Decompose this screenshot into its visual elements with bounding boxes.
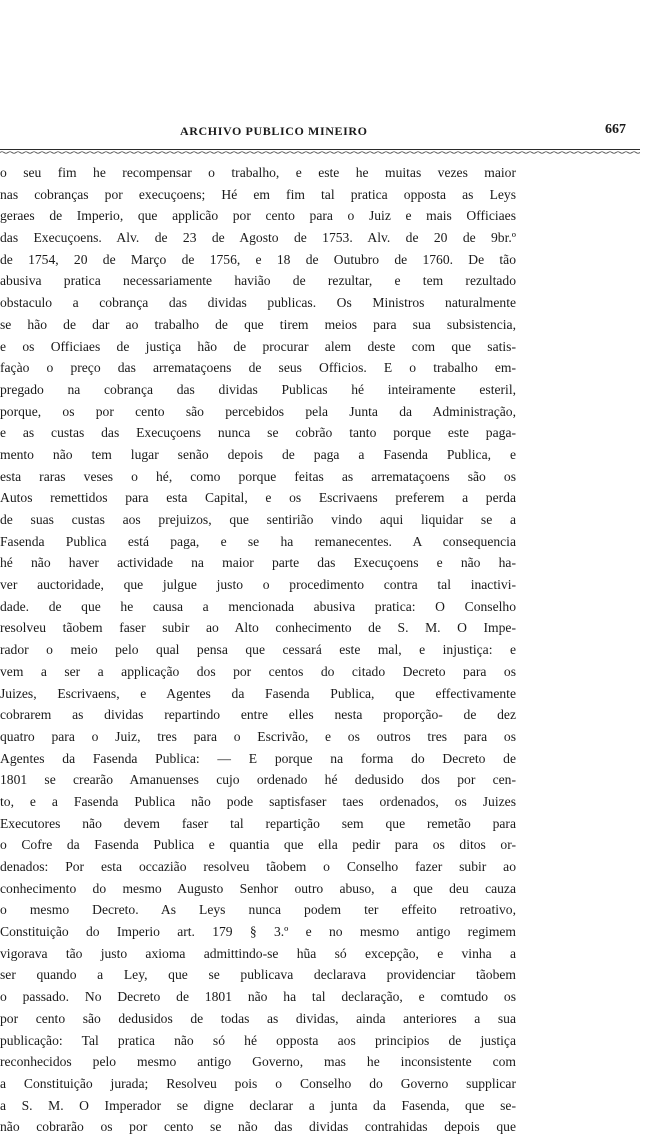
text-line: porque, os por cento são percebidos pela Junta da Administração,	[0, 403, 516, 419]
text-line: Executores não devem faser tal repartição sem que remetão para	[0, 815, 516, 831]
text-line: por cento são dedusidos de todas as dividas, ainda anteriores a sua	[0, 1010, 516, 1026]
text-line: quatro para o Juiz, tres para o Escrivão, e os outros tres para os	[0, 728, 516, 744]
text-line: obstaculo a cobrança das dividas publicas. Os Ministros naturalmente	[0, 295, 516, 311]
text-line: esta raras veses o hé, como porque feitas as arremataçoens são os	[0, 468, 516, 484]
text-line: não cobrarão os por cento se não das dividas contrahidas depois que	[0, 1119, 516, 1135]
text-line: rador o meio pelo qual pensa que cessará este mal, e injustiça: e	[0, 642, 516, 658]
text-line: to, e a Fasenda Publica não pode saptisfaser taes ordenados, os Juizes	[0, 793, 516, 809]
text-line: ser quando a Ley, que se publicava declarava providenciar tãobem	[0, 967, 516, 983]
text-line: reconhecidos pelo mesmo antigo Governo, mas he inconsistente com	[0, 1054, 516, 1070]
text-line: geraes de Imperio, que applicão por cento para o Juiz e mais Officiaes	[0, 208, 516, 224]
header-rule-ornament	[0, 151, 640, 154]
text-line: cobrarem as dividas repartindo entre elles nesta proporção- de dez	[0, 707, 516, 723]
text-line: o seu fim he recompensar o trabalho, e este he muitas vezes maior	[0, 165, 516, 180]
text-line: de suas custas aos prejuizos, que sentirião vindo aqui liquidar se a	[0, 512, 516, 527]
text-line: publicação: Tal pratica não só hé opposta aos principios de justiça	[0, 1032, 516, 1048]
text-line: denados: Por esta occazião resolveu tãobem o Conselho fazer subir ao	[0, 859, 516, 874]
text-line: a S. M. O Imperador se digne declarar a junta da Fasenda, que se-	[0, 1097, 516, 1113]
text-line: o Cofre da Fasenda Publica e quantia que ella pedir para os ditos or-	[0, 837, 516, 853]
text-line: hé não haver actividade na maior parte das Execuçoens e não ha-	[0, 555, 516, 571]
text-line: o mesmo Decreto. As Leys nunca podem ter effeito retroativo,	[0, 902, 516, 918]
text-line: e os Officiaes de justiça hão de procurar alem deste com que satis-	[0, 338, 516, 354]
text-line: Agentes da Fasenda Publica: — E porque na forma do Decreto de	[0, 750, 516, 766]
text-line: abusiva pratica necessariamente havião de rezultar, e tem rezultado	[0, 273, 516, 289]
text-line: de 1754, 20 de Março de 1756, e 18 de Outubro de 1760. De tão	[0, 251, 516, 267]
text-line: a Constituição jurada; Resolveu pois o Conselho do Governo supplicar	[0, 1075, 516, 1091]
text-line: o passado. No Decreto de 1801 não ha tal declaração, e comtudo os	[0, 989, 516, 1005]
text-line: pregado na cobrança das dividas Publicas hé inteiramente esteril,	[0, 381, 516, 397]
text-line: façào o preço das arremataçoens de seus Officios. E o trabalho em-	[0, 360, 516, 376]
text-line: resolveu tãobem faser subir ao Alto conhecimento de S. M. O Impe-	[0, 620, 516, 636]
text-line: conhecimento do mesmo Augusto Senhor outro abuso, a que deu cauza	[0, 880, 516, 896]
text-line: dade. de que he causa a mencionada abusiva pratica: O Conselho	[0, 598, 516, 614]
text-line: Autos remettidos para esta Capital, e os Escrivaens preferem a perda	[0, 490, 516, 506]
header-rule	[0, 149, 640, 150]
text-line: vem a ser a applicação dos por centos do citado Decreto para os	[0, 663, 516, 679]
page-number: 667	[605, 122, 626, 137]
text-line: das Execuçoens. Alv. de 23 de Agosto de 1753. Alv. de 20 de 9br.º	[0, 230, 516, 246]
text-line: e as custas das Execuçoens nunca se cobrão tanto porque este paga-	[0, 425, 516, 441]
running-head	[0, 122, 668, 142]
text-line: vigorava tão justo axioma admittindo-se hũa só excepção, e vinha a	[0, 945, 516, 961]
body-text	[0, 162, 660, 1138]
running-title: ARCHIVO PUBLICO MINEIRO	[180, 124, 368, 138]
text-line: mento não tem lugar senão depois de paga a Fasenda Publica, e	[0, 446, 516, 462]
text-line: Juizes, Escrivaens, e Agentes da Fasenda Publica, que effectivamente	[0, 685, 516, 701]
text-line: Constituição do Imperio art. 179 § 3.º e no mesmo antigo regimem	[0, 924, 516, 940]
text-line: Fasenda Publica está paga, e se ha remanecentes. A consequencia	[0, 533, 516, 549]
text-line: 1801 se crearão Amanuenses cujo ordenado hé dedusido dos por cen-	[0, 772, 516, 788]
text-line: se hão de dar ao trabalho de que tirem meios para sua subsistencia,	[0, 316, 516, 332]
text-line: nas cobranças por execuçoens; Hé em fim tal pratica opposta as Leys	[0, 186, 516, 202]
text-line: ver auctoridade, que julgue justo o procedimento contra tal inactivi-	[0, 577, 516, 593]
